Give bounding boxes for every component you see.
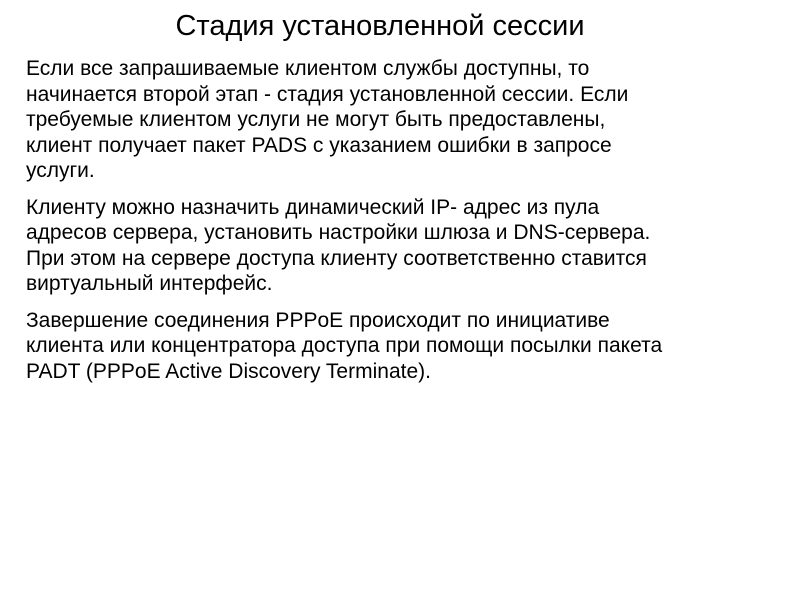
paragraph-session-stage: Если все запрашиваемые клиентом службы доступны, то начинается второй этап - стадия установленной сессии. Если требуемые клиентом услуги не могут быть предоставлены, клиент получает пакет PADS с указанием ошибки в запросе услуги.	[26, 57, 629, 182]
paragraph-ip-assignment: Клиенту можно назначить динамический IP- адрес из пула адресов сервера, установить настройки шлюза и DNS-сервера. При этом на сервере доступа клиенту соответственно ставится виртуальный интерфейс.	[26, 195, 651, 295]
slide-body	[26, 56, 786, 395]
slide-title: Стадия установленной сессии	[175, 10, 585, 42]
paragraph-connection-termination: Завершение соединения PPPoE происходит по инициативе клиента или концентратора доступа при помощи посылки пакета PADT (PPPoE Active Discovery Terminate).	[26, 308, 663, 383]
